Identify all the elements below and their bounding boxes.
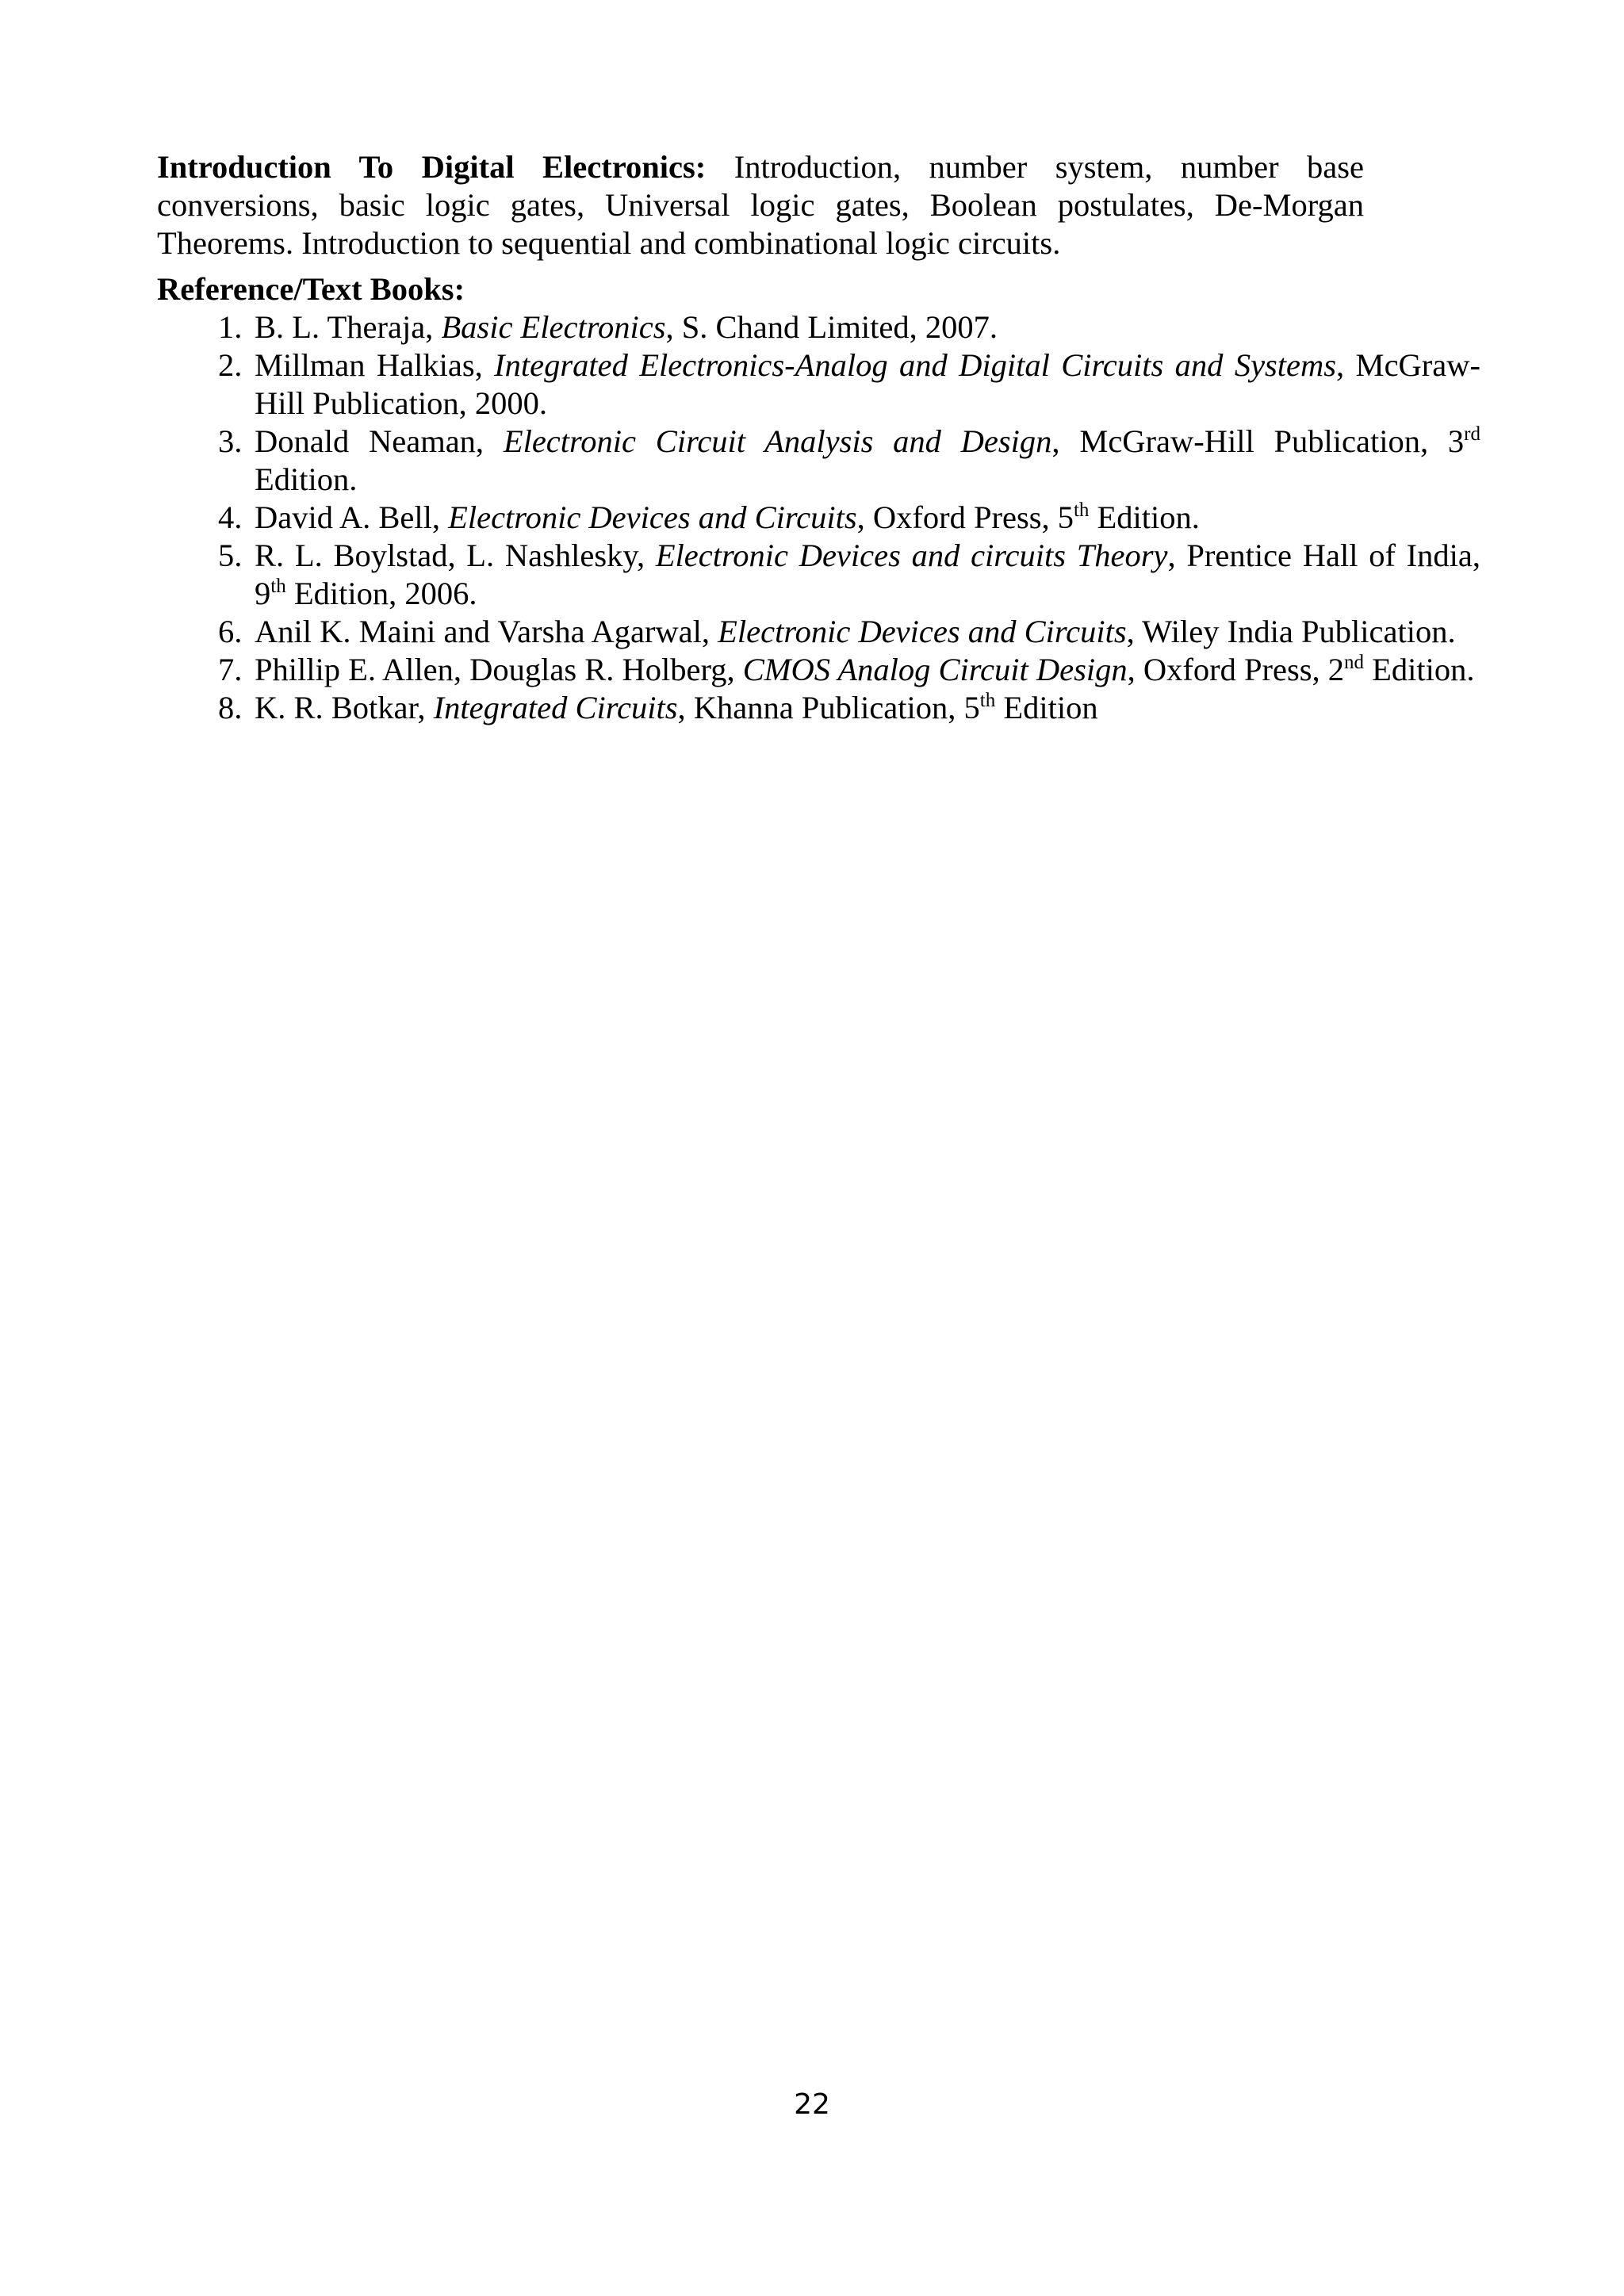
reference-item bbox=[218, 651, 1480, 689]
reference-number: 5. bbox=[218, 538, 243, 573]
reference-number: 6. bbox=[218, 614, 243, 649]
intro-heading: Introduction To Digital Electronics: bbox=[157, 148, 707, 185]
reference-details: , Oxford Press, 5 bbox=[856, 499, 1074, 535]
reference-edition: Edition, 2006. bbox=[285, 576, 477, 611]
reference-author: Donald Neaman, bbox=[255, 423, 504, 459]
reference-item bbox=[218, 537, 1480, 613]
reference-item bbox=[218, 689, 1480, 727]
reference-author: R. L. Boylstad, L. Nashlesky, bbox=[255, 538, 656, 573]
reference-details: , Wiley India Publication. bbox=[1126, 614, 1456, 649]
reference-details: , Prentice Hall of India, 9 bbox=[255, 538, 1480, 611]
reference-details: , McGraw-Hill Publication, 3 bbox=[1051, 423, 1465, 459]
intro-text: Introduction, number system, number base conversions, basic logic gates, Universal logic gates, Boolean postulates, De-Morgan Theorems. Introduction to sequential and combinational logic circuits. bbox=[157, 148, 1364, 261]
ordinal-suffix: nd bbox=[1343, 652, 1364, 673]
reference-number: 3. bbox=[218, 423, 243, 459]
reference-title: Integrated Electronics-Analog and Digital Circuits and Systems bbox=[494, 347, 1337, 383]
reference-title: Electronic Devices and Circuits bbox=[718, 614, 1127, 649]
reference-edition: Edition. bbox=[1363, 652, 1475, 687]
reference-item bbox=[218, 423, 1480, 499]
ordinal-suffix: th bbox=[1073, 499, 1090, 521]
reference-item bbox=[218, 613, 1480, 651]
reference-number: 4. bbox=[218, 499, 243, 535]
reference-number: 2. bbox=[218, 347, 243, 383]
reference-details: , Oxford Press, 2 bbox=[1127, 652, 1344, 687]
reference-number: 1. bbox=[218, 309, 243, 345]
reference-number: 8. bbox=[218, 690, 243, 725]
reference-author: K. R. Botkar, bbox=[255, 690, 434, 725]
reference-item bbox=[218, 346, 1480, 423]
page-number: 22 bbox=[794, 2088, 830, 2121]
references-list bbox=[218, 308, 1480, 727]
reference-number: 7. bbox=[218, 652, 243, 687]
reference-details: , McGraw-Hill Publication, 2000. bbox=[255, 347, 1480, 421]
reference-title: Basic Electronics bbox=[441, 309, 666, 345]
reference-item bbox=[218, 499, 1480, 537]
references-heading: Reference/Text Books: bbox=[157, 271, 465, 307]
intro-paragraph bbox=[157, 148, 1364, 262]
ordinal-suffix: th bbox=[270, 576, 286, 597]
reference-edition: Edition bbox=[995, 690, 1098, 725]
reference-title: Integrated Circuits bbox=[433, 690, 678, 725]
reference-author: Millman Halkias, bbox=[255, 347, 495, 383]
reference-edition: Edition. bbox=[255, 461, 358, 497]
reference-title: Electronic Circuit Analysis and Design bbox=[503, 423, 1052, 459]
ordinal-suffix: th bbox=[979, 690, 996, 711]
ordinal-suffix: rd bbox=[1464, 423, 1480, 445]
reference-author: Phillip E. Allen, Douglas R. Holberg, bbox=[255, 652, 743, 687]
reference-author: David A. Bell, bbox=[255, 499, 449, 535]
reference-edition: Edition. bbox=[1089, 499, 1200, 535]
reference-details: , S. Chand Limited, 2007. bbox=[665, 309, 998, 345]
reference-title: Electronic Devices and Circuits bbox=[448, 499, 857, 535]
reference-author: B. L. Theraja, bbox=[255, 309, 442, 345]
reference-details: , Khanna Publication, 5 bbox=[677, 690, 980, 725]
reference-title: Electronic Devices and circuits Theory bbox=[655, 538, 1168, 573]
reference-author: Anil K. Maini and Varsha Agarwal, bbox=[255, 614, 718, 649]
reference-item bbox=[218, 308, 1480, 346]
reference-title: CMOS Analog Circuit Design bbox=[742, 652, 1128, 687]
